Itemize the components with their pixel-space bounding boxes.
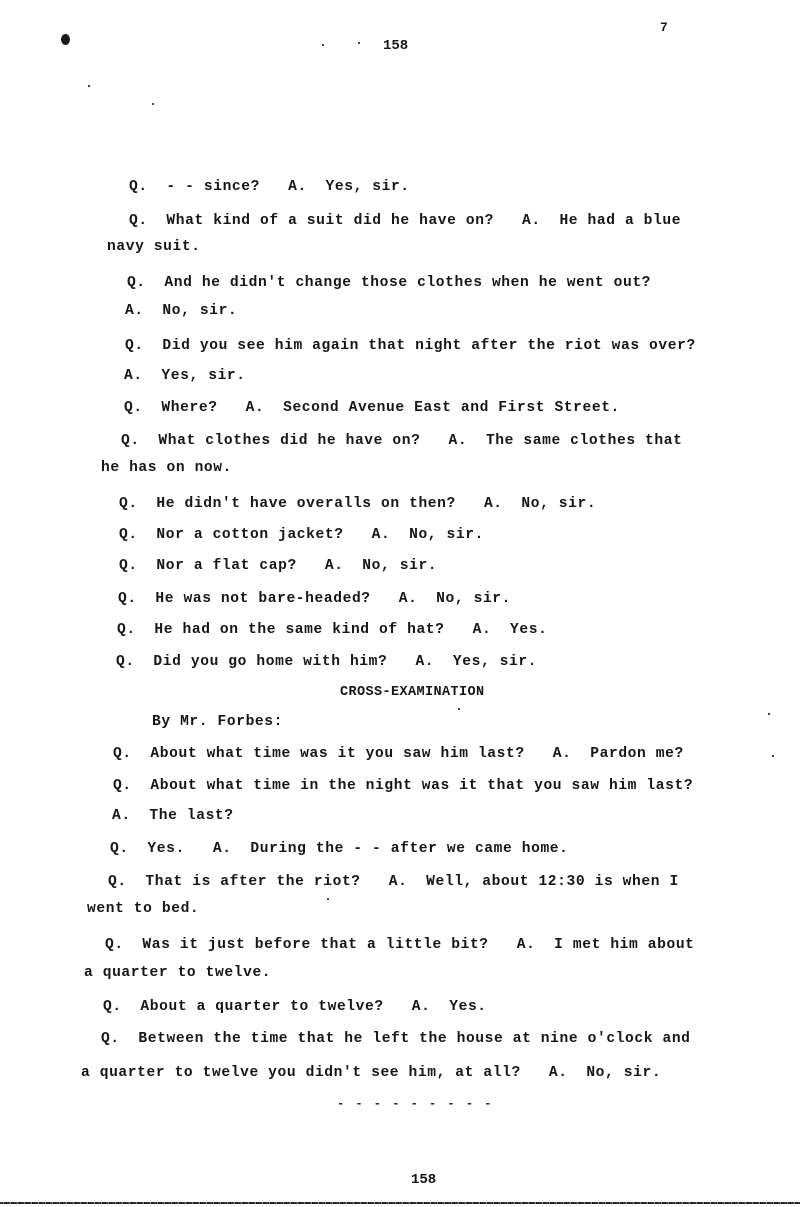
transcript-line: Q. What clothes did he have on? A. The same clothes that <box>121 433 683 449</box>
transcript-line: Q. And he didn't change those clothes when he went out? <box>127 275 652 291</box>
transcript-line: he has on now. <box>101 460 233 476</box>
transcript-line: Q. What kind of a suit did he have on? A. He had a blue <box>129 213 682 229</box>
transcript-line: A. No, sir. <box>125 303 238 319</box>
transcript-line: a quarter to twelve you didn't see him, at all? A. No, sir. <box>81 1065 662 1081</box>
transcript-line: Q. Between the time that he left the house at nine o'clock and <box>101 1031 691 1047</box>
page-number-top: 158 <box>383 38 409 54</box>
transcript-line: Q. He was not bare-headed? A. No, sir. <box>118 591 512 607</box>
transcript-line: Q. Did you see him again that night after the riot was over? <box>125 338 696 354</box>
scan-bottom-edge <box>0 1202 800 1204</box>
scan-speck <box>152 103 154 105</box>
transcript-line: a quarter to twelve. <box>84 965 272 981</box>
transcript-line: Q. Nor a flat cap? A. No, sir. <box>119 558 438 574</box>
transcript-line: Q. Where? A. Second Avenue East and First Street. <box>124 400 620 416</box>
corner-mark: 7 <box>660 20 668 35</box>
transcript-line: Q. About what time was it you saw him last? A. Pardon me? <box>113 746 684 762</box>
transcript-line: Q. He didn't have overalls on then? A. No, sir. <box>119 496 597 512</box>
transcript-line: Q. About what time in the night was it that you saw him last? <box>113 778 694 794</box>
scan-speck <box>772 755 774 757</box>
scan-speck <box>358 42 360 44</box>
transcript-line: Q. That is after the riot? A. Well, about 12:30 is when I <box>108 874 679 890</box>
page-number-bottom: 158 <box>411 1172 437 1188</box>
section-heading: CROSS-EXAMINATION <box>340 685 485 700</box>
examiner-line: By Mr. Forbes: <box>152 714 284 730</box>
scan-speck <box>768 713 770 715</box>
transcript-line: Q. - - since? A. Yes, sir. <box>129 179 410 195</box>
transcript-line: Q. About a quarter to twelve? A. Yes. <box>103 999 487 1015</box>
end-of-section-rule: - - - - - - - - - <box>337 1097 494 1111</box>
transcript-line: went to bed. <box>87 901 200 917</box>
transcript-line: Q. Yes. A. During the - - after we came home. <box>110 841 569 857</box>
transcript-line: navy suit. <box>107 239 201 255</box>
transcript-line: Q. He had on the same kind of hat? A. Yes. <box>117 622 548 638</box>
transcript-line: A. The last? <box>112 808 234 824</box>
transcript-line: Q. Was it just before that a little bit? A. I met him about <box>105 937 695 953</box>
transcript-line: A. Yes, sir. <box>124 368 246 384</box>
scan-speck <box>322 44 324 46</box>
scan-speck <box>88 85 90 87</box>
scan-speck <box>327 898 329 900</box>
scan-speck <box>458 708 460 710</box>
punch-hole-mark <box>61 34 70 45</box>
transcript-line: Q. Did you go home with him? A. Yes, sir. <box>116 654 538 670</box>
transcript-line: Q. Nor a cotton jacket? A. No, sir. <box>119 527 484 543</box>
